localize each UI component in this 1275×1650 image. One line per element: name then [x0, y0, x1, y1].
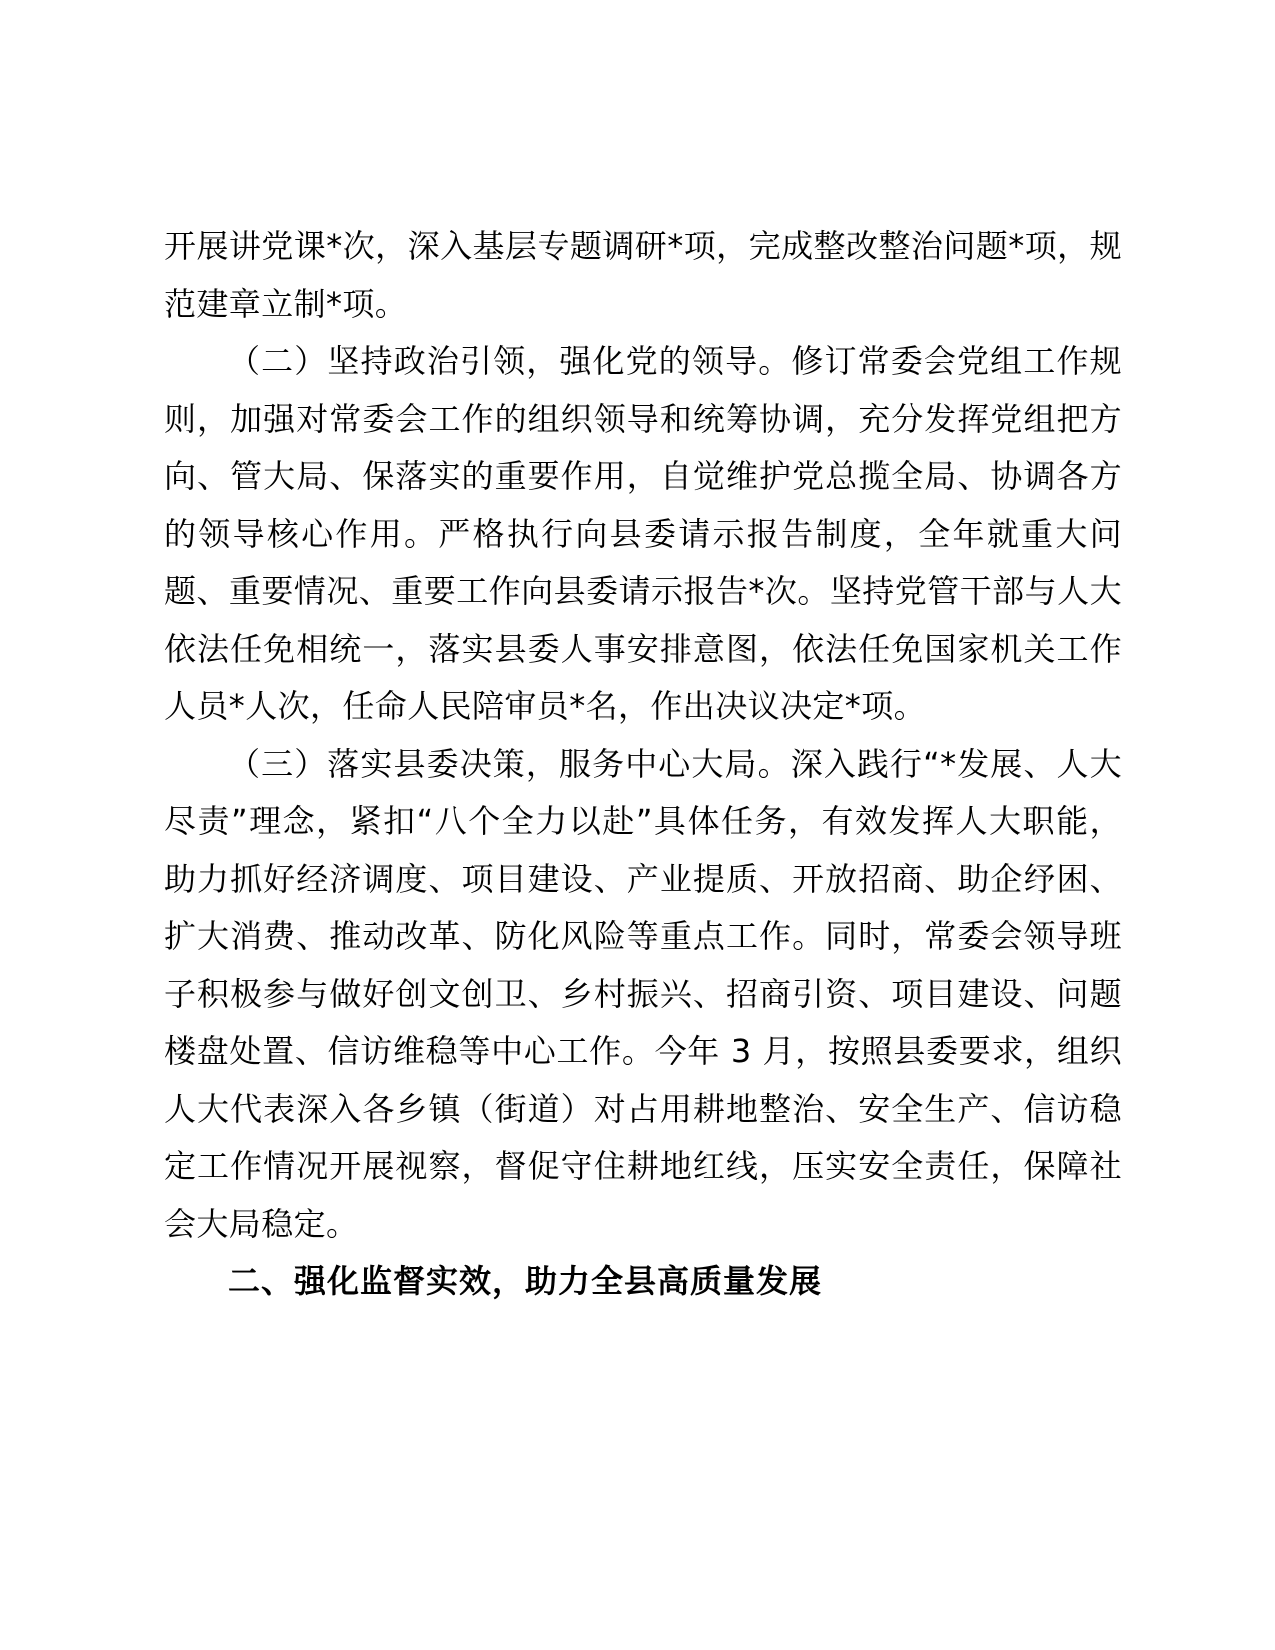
paragraph-section-three: （三）落实县委决策，服务中心大局。深入践行“*发展、人大尽责”理念，紧扣“八个全力以赴”具体任务，有效发挥人大职能，助力抓好经济调度、项目建设、产业提质、开放招商、助企纾困、扩大消费、推动改革、防化风险等重点工作。同时，常委会领导班子积极参与做好创文创卫、乡村振兴、招商引资、项目建设、问题楼盘处置、信访维稳等中心工作。今年 3 月，按照县委要求，组织人大代表深入各乡镇（街道）对占用耕地整治、安全生产、信访稳定工作情况开展视察，督促守住耕地红线，压实安全责任，保障社会大局稳定。 [164, 744, 1122, 1243]
document-body [164, 218, 1122, 1311]
paragraph-section-two: （二）坚持政治引领，强化党的领导。修订常委会党组工作规则，加强对常委会工作的组织领导和统筹协调，充分发挥党组把方向、管大局、保落实的重要作用，自觉维护党总揽全局、协调各方的领导核心作用。严格执行向县委请示报告制度，全年就重大问题、重要情况、重要工作向县委请示报告*次。坚持党管干部与人大依法任免相统一，落实县委人事安排意图，依法任免国家机关工作人员*人次，任命人民陪审员*名，作出决议决定*项。 [164, 342, 1122, 725]
section-heading: 二、强化监督实效，助力全县高质量发展 [228, 1262, 823, 1300]
paragraph-continuation: 开展讲党课*次，深入基层专题调研*项，完成整改整治问题*项，规范建章立制*项。 [164, 227, 1122, 323]
